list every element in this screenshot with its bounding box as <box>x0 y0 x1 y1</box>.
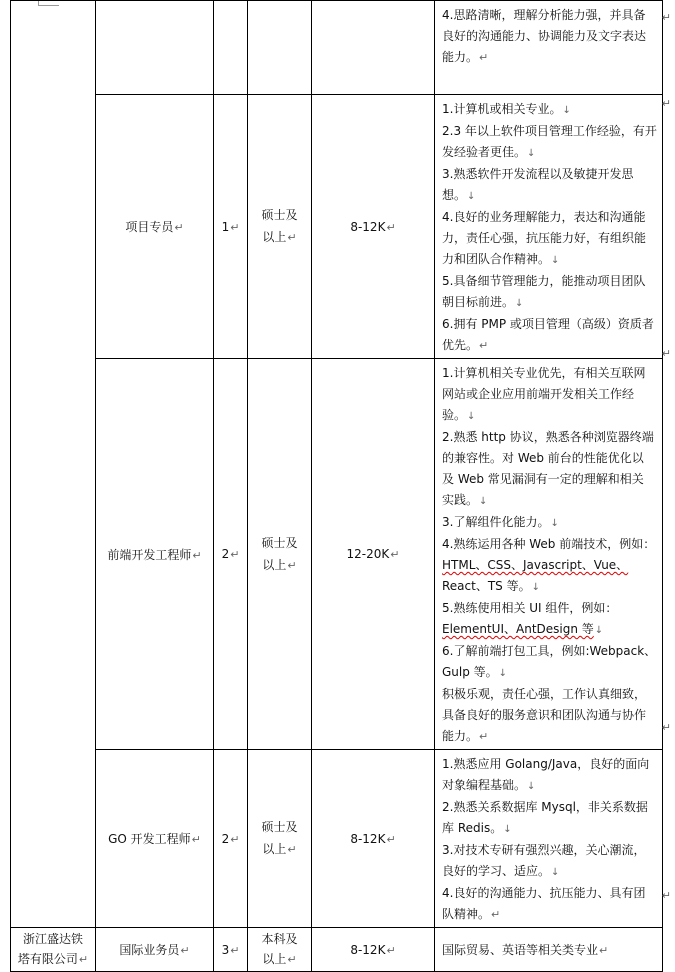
position-cell <box>96 1 214 95</box>
row-end-mark: ↵ <box>661 889 671 902</box>
education-cell: 硕士及 以上↵ <box>248 359 312 750</box>
position-label: 前端开发工程师 <box>107 547 192 562</box>
position-label: 国际业务员 <box>119 943 180 957</box>
requirements-cell: 1.计算机或相关专业。↓ 2.3 年以上软件项目管理工作经验，有开 发经验者更佳。↓ 3.熟悉软件开发流程以及敏捷开发思 想。↓ 4.良好的业务理解能力，表达和沟通能 力，责任心强，抗压能力好，有组织能 力和团队合作精神。↓ 5.具备细节管理能力，能推动项目团队 朝目标前进。↓ 6.拥有 PMP 或项目管理（高级）资质者 优先。↵ <box>435 95 663 359</box>
count-cell: 2↵ <box>214 359 248 750</box>
education-cell <box>248 1 312 95</box>
table-row <box>11 928 663 972</box>
table-row <box>11 750 663 928</box>
count-cell: 2↵ <box>214 750 248 928</box>
education-cell: 本科及 以上↵ <box>248 928 312 972</box>
company-name-line: 浙江盛达铁 <box>22 932 83 946</box>
requirements-cell: 1.计算机相关专业优先，有相关互联网 网站或企业应用前端开发相关工作经 验。↓ 2.熟悉 http 协议，熟悉各种浏览器终端 的兼容性。对 Web 前台的性能优化以 及 Web 常见漏洞有一定的理解和相关 实践。↓ 3.了解组件化能力。↓ 4.熟练运用各种 Web 前端技术，例如： HTML、CSS、Javascript、Vue、 React、TS 等。↓ 5.熟练使用相关 UI 组件，例如： ElementUI、AntDesign 等↓ 6.了解前端打包工具，例如:Webpack、 Gulp 等。↓ 积极乐观，责任心强，工作认真细致， 具备良好的服务意识和团队沟通与协作 能力。↵ <box>435 359 663 750</box>
salary-cell: 8-12K↵ <box>312 95 435 359</box>
row-end-mark: ↵ <box>661 721 671 734</box>
requirements-cell: 1.熟悉应用 Golang/Java，良好的面向 对象编程基础。↓ 2.熟悉关系数据库 Mysql，非关系数据 库 Redis。↓ 3.对技术专研有强烈兴趣，关心潮流， 良好的学习、适应。↓ 4.良好的沟通能力、抗压能力、具有团 队精神。↵ <box>435 750 663 928</box>
salary-cell: 8-12K↵ <box>312 928 435 972</box>
row-end-mark: ↵ <box>661 11 671 24</box>
count-cell: 1↵ <box>214 95 248 359</box>
position-cell: 前端开发工程师↵ <box>96 359 214 750</box>
position-cell: GO 开发工程师↵ <box>96 750 214 928</box>
count-cell: 3↵ <box>214 928 248 972</box>
education-cell: 硕士及 以上↵ <box>248 95 312 359</box>
position-cell: 国际业务员↵ <box>96 928 214 972</box>
requirements-cell: 国际贸易、英语等相关类专业↵ <box>435 928 663 972</box>
table-row <box>11 359 663 750</box>
requirements-cell: 4.思路清晰，理解分析能力强，并具备 良好的沟通能力、协调能力及文字表达 能力。↵ <box>435 1 663 95</box>
table-row <box>11 95 663 359</box>
table-row <box>11 1 663 95</box>
salary-cell: 8-12K↵ <box>312 750 435 928</box>
company-cell <box>11 1 96 928</box>
salary-cell: 12-20K↵ <box>312 359 435 750</box>
row-end-mark: ↵ <box>661 347 671 360</box>
job-table <box>10 0 663 972</box>
company-name-line: 塔有限公司 <box>17 952 78 966</box>
position-label: GO 开发工程师 <box>108 832 191 846</box>
count-cell <box>214 1 248 95</box>
row-end-mark: ↵ <box>661 97 671 110</box>
company-cell: 浙江盛达铁 塔有限公司↵ <box>11 928 96 972</box>
position-label: 项目专员 <box>125 220 174 234</box>
education-cell: 硕士及 以上↵ <box>248 750 312 928</box>
position-cell: 项目专员↵ <box>96 95 214 359</box>
salary-cell <box>312 1 435 95</box>
